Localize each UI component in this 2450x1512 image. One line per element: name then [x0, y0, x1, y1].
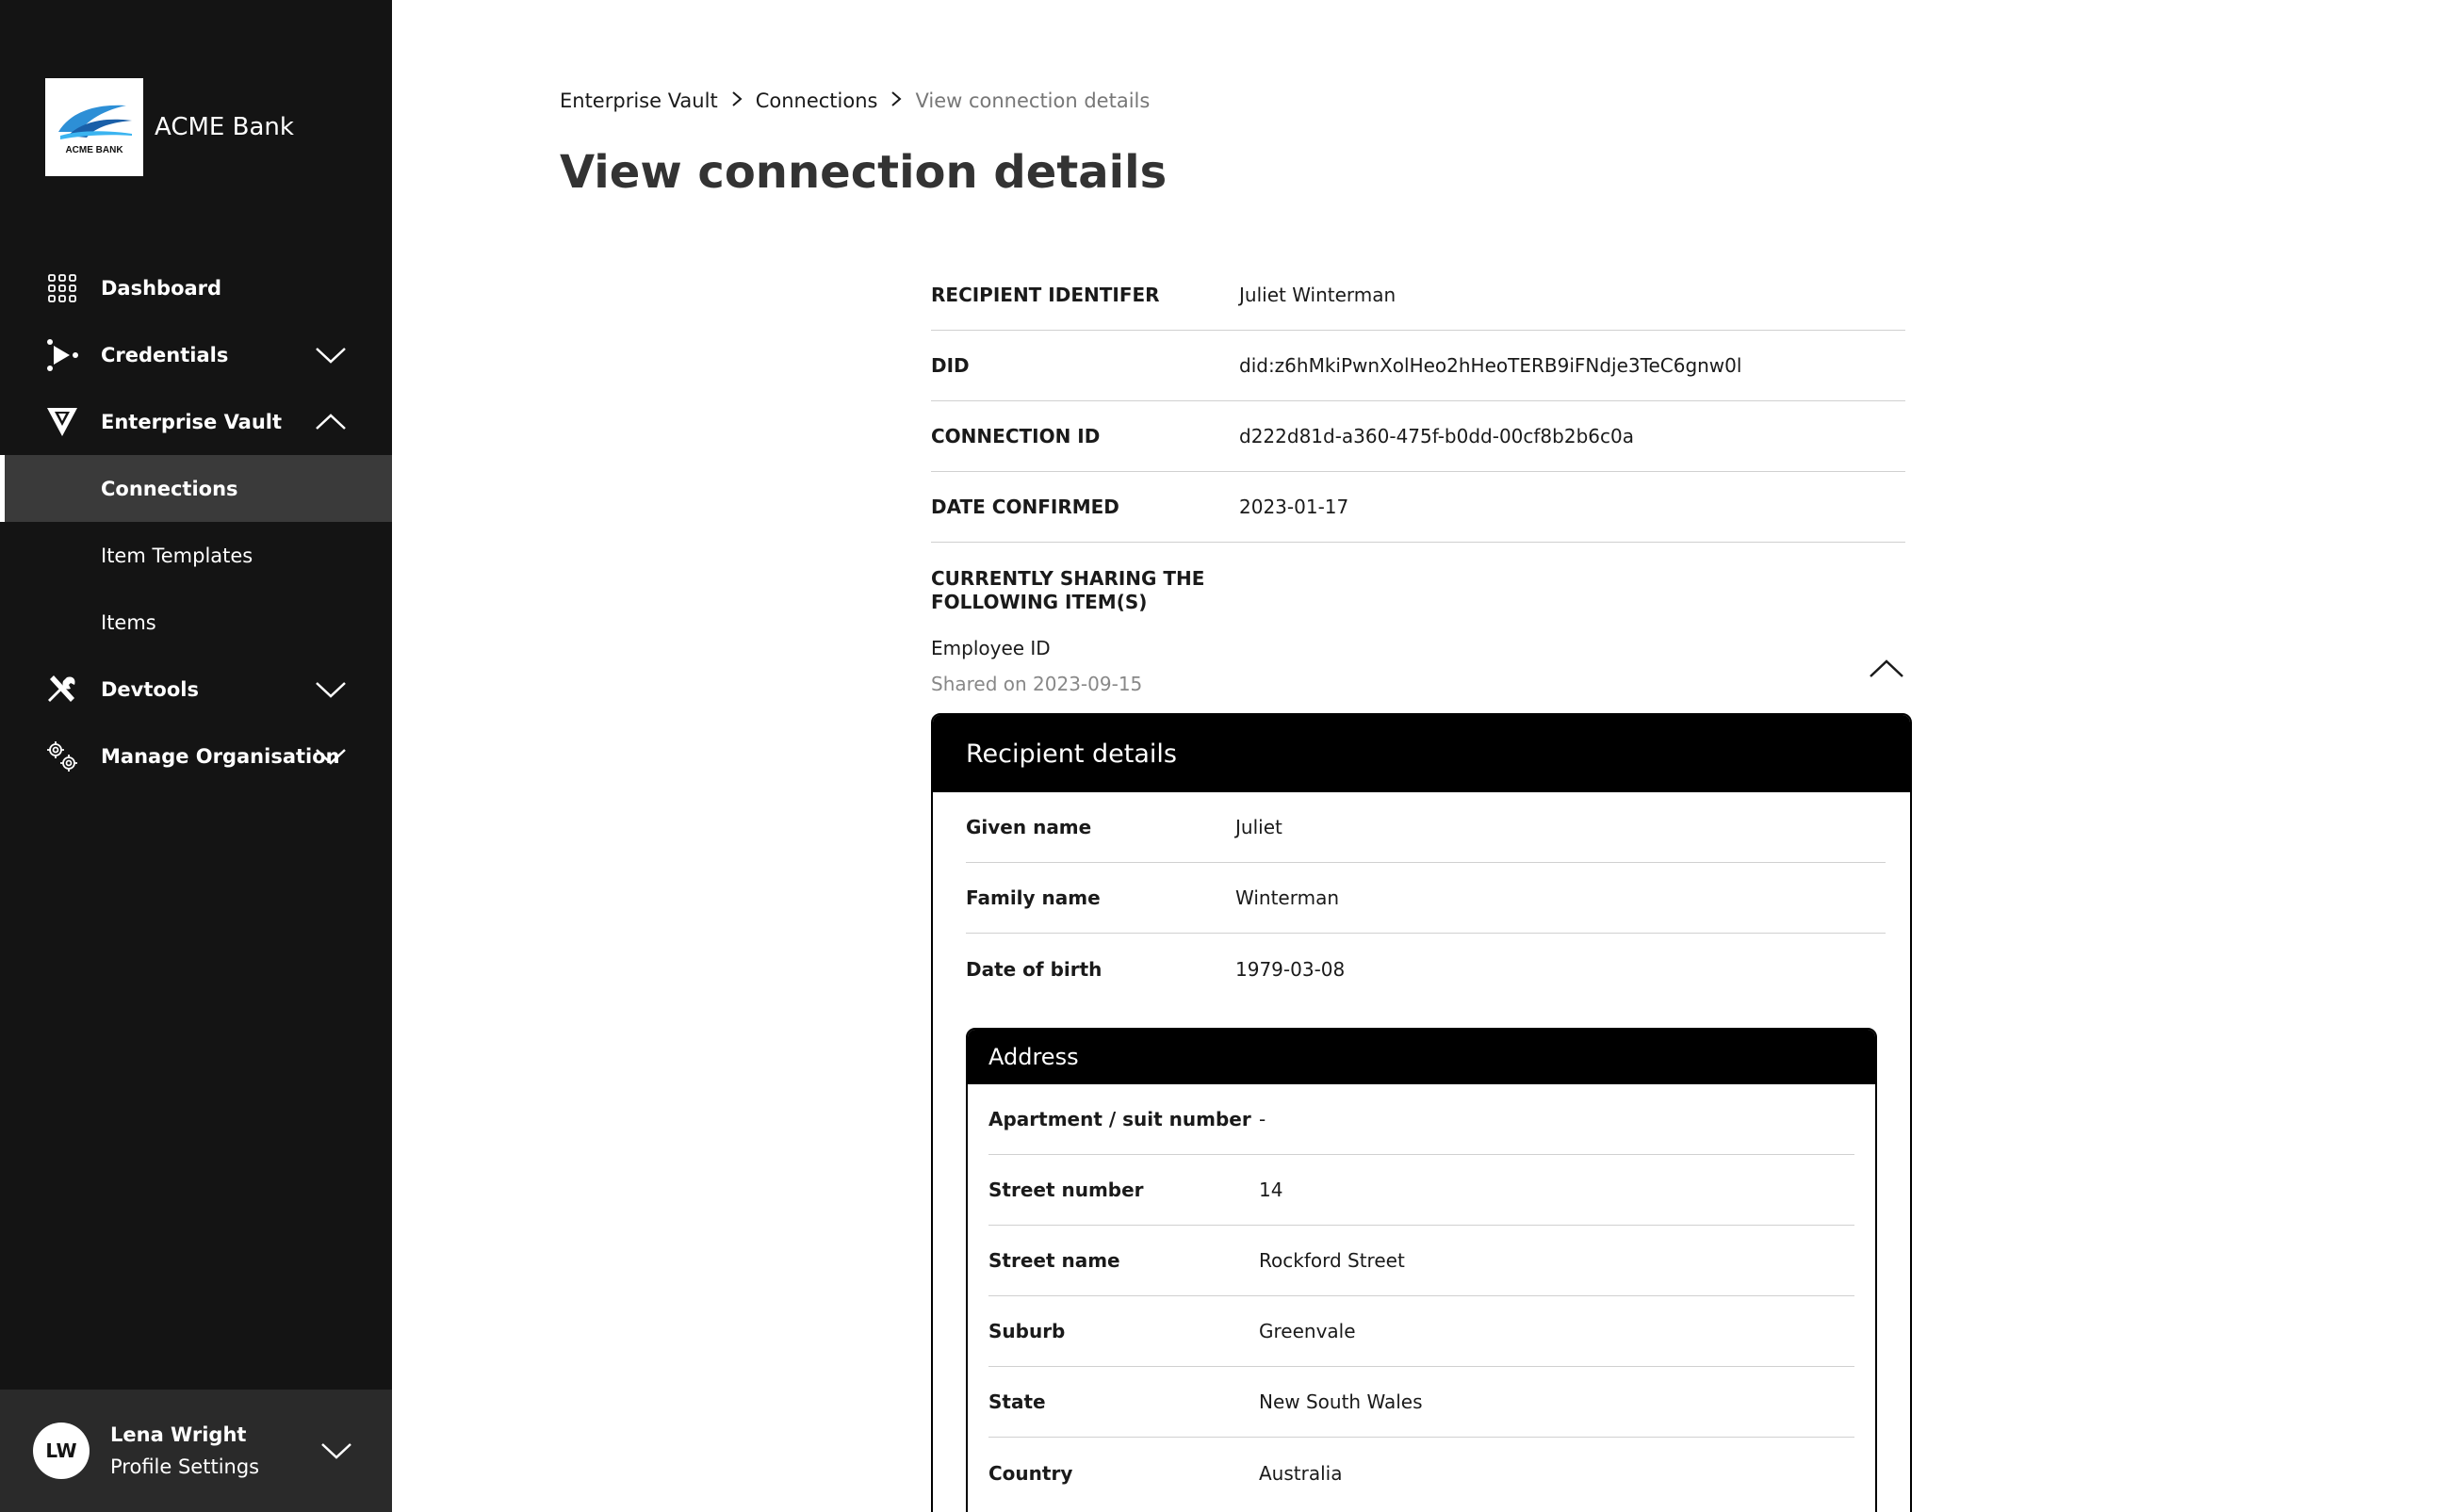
page-title: View connection details [560, 146, 1168, 199]
nav-dashboard-label: Dashboard [101, 276, 222, 300]
field-value: Winterman [1235, 886, 1339, 909]
detail-value: d222d81d-a360-475f-b0dd-00cf8b2b6c0a [1239, 425, 1634, 447]
field-value: Juliet [1235, 816, 1282, 838]
nav-devtools-label: Devtools [101, 677, 199, 701]
profile-settings-link[interactable]: Profile Settings [110, 1455, 260, 1478]
address-row [988, 1155, 1854, 1226]
nav-enterprise-vault[interactable] [0, 388, 392, 455]
detail-label: CONNECTION ID [931, 425, 1101, 447]
detail-label: DID [931, 354, 970, 377]
field-label: Date of birth [966, 957, 1102, 981]
field-label: Suburb [988, 1320, 1066, 1342]
address-body [968, 1084, 1875, 1508]
avatar: LW [33, 1423, 90, 1479]
brand[interactable] [45, 78, 294, 176]
detail-label: RECIPIENT IDENTIFER [931, 284, 1160, 306]
detail-row-recipient [931, 260, 1905, 331]
chevron-right-icon [731, 89, 743, 112]
nav-items[interactable]: Items [101, 610, 156, 634]
field-value: 14 [1259, 1179, 1283, 1201]
field-value: New South Wales [1259, 1390, 1423, 1413]
address-row [988, 1226, 1854, 1296]
detail-row-date-confirmed [931, 472, 1905, 543]
profile-info [110, 1423, 259, 1478]
nav-credentials-label: Credentials [101, 343, 229, 366]
chevron-up-icon[interactable] [315, 413, 347, 431]
detail-value: Juliet Winterman [1239, 284, 1396, 306]
shared-item-date: Shared on 2023-09-15 [931, 673, 1143, 695]
main-nav [0, 254, 392, 789]
detail-row-did [931, 331, 1905, 401]
recipient-row [966, 792, 1886, 863]
field-label: Street name [988, 1249, 1120, 1272]
breadcrumb-current: View connection details [915, 89, 1151, 112]
field-label: Country [988, 1461, 1073, 1485]
nav-dashboard[interactable] [0, 254, 392, 321]
credential-share-icon [45, 338, 79, 372]
detail-label: DATE CONFIRMED [931, 496, 1119, 518]
nav-connections[interactable]: Connections [0, 455, 392, 522]
profile-name: Lena Wright [110, 1423, 247, 1446]
field-value: 1979-03-08 [1235, 957, 1346, 981]
recipient-details-card [931, 713, 1912, 1512]
address-title: Address [968, 1030, 1875, 1084]
breadcrumb [560, 89, 1150, 112]
chevron-up-icon[interactable] [1868, 658, 1905, 680]
field-label: Apartment / suit number [988, 1108, 1251, 1130]
recipient-details-title: Recipient details [933, 715, 1910, 792]
nav-manage-organisation-label: Manage Organisation [101, 744, 340, 768]
tools-icon [45, 673, 79, 707]
chevron-down-icon[interactable] [320, 1441, 352, 1460]
nav-item-templates[interactable]: Item Templates [101, 544, 253, 567]
svg-text:ACME BANK: ACME BANK [65, 145, 123, 155]
nav-manage-organisation[interactable] [0, 723, 392, 789]
recipient-row [966, 863, 1886, 934]
field-label: Given name [966, 816, 1092, 838]
detail-row-connection-id [931, 401, 1905, 472]
shared-item-name: Employee ID [931, 637, 1051, 659]
address-row [988, 1438, 1854, 1508]
field-label: Family name [966, 886, 1101, 909]
recipient-details-body [933, 792, 1910, 1512]
sidebar [0, 0, 392, 1512]
acme-bank-logo [45, 78, 143, 176]
vault-v-icon [45, 405, 79, 439]
detail-value: did:z6hMkiPwnXolHeo2hHeoTERB9iFNdje3TeC6gnw0l [1239, 354, 1742, 377]
recipient-row [966, 934, 1886, 1004]
breadcrumb-enterprise-vault[interactable]: Enterprise Vault [560, 89, 718, 112]
sharing-heading: CURRENTLY SHARING THE FOLLOWING ITEM(S) [931, 567, 1205, 613]
address-row [988, 1296, 1854, 1367]
address-row [988, 1367, 1854, 1438]
field-value: Greenvale [1259, 1320, 1356, 1342]
nav-credentials[interactable] [0, 321, 392, 388]
connection-details [931, 260, 1905, 695]
nav-enterprise-vault-label: Enterprise Vault [101, 410, 283, 433]
field-label: Street number [988, 1179, 1144, 1201]
field-label: State [988, 1390, 1046, 1413]
address-row [988, 1084, 1854, 1155]
chevron-right-icon [890, 89, 902, 112]
field-value: Australia [1259, 1461, 1343, 1485]
address-card [966, 1028, 1877, 1512]
gears-icon [45, 740, 79, 773]
profile-menu[interactable] [0, 1390, 392, 1512]
chevron-down-icon[interactable] [315, 346, 347, 365]
chevron-down-icon[interactable] [315, 680, 347, 699]
chevron-down-icon[interactable] [315, 747, 347, 766]
field-value: - [1259, 1108, 1266, 1130]
grid-icon [45, 271, 79, 305]
breadcrumb-connections[interactable]: Connections [755, 89, 878, 112]
field-value: Rockford Street [1259, 1249, 1405, 1272]
detail-value: 2023-01-17 [1239, 496, 1349, 518]
nav-devtools[interactable] [0, 656, 392, 723]
brand-name: ACME Bank [155, 113, 294, 141]
